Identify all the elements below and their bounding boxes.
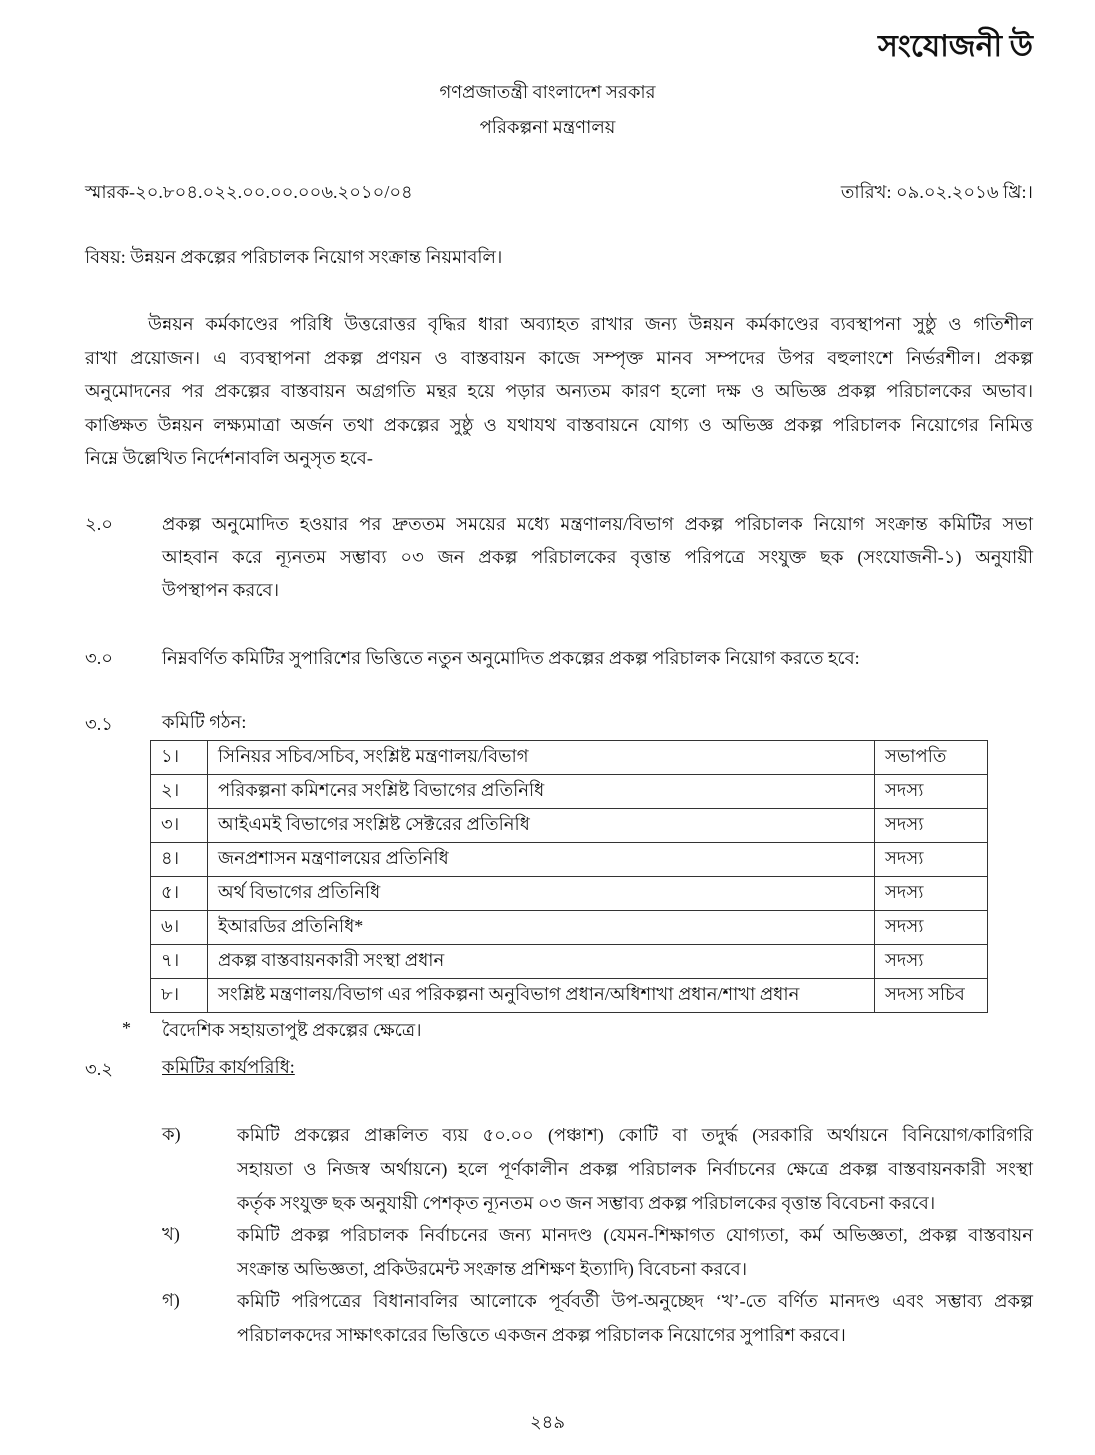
member-name: আইএমই বিভাগের সংশ্লিষ্ট সেক্টরের প্রতিনিধি [208, 809, 875, 843]
intro-paragraph [85, 308, 1033, 476]
member-role: সদস্য [875, 843, 988, 877]
footnote-mark: * [122, 1018, 131, 1038]
section-2-number: ২.০ [85, 514, 113, 534]
item-line: কর্তৃক সংযুক্ত ছক অনুযায়ী পেশকৃত ন্যূনতম ০৩ জন সম্ভাব্য প্রকল্প পরিচালকের বৃত্তান্ত বিবেচনা করবে। [237, 1193, 936, 1213]
member-name: প্রকল্প বাস্তবায়নকারী সংস্থা প্রধান [208, 945, 875, 979]
item-line: কমিটি প্রকল্প পরিচালক নির্বাচনের জন্য মানদণ্ড (যেমন-শিক্ষাগত যোগ্যতা, কর্ম অভিজ্ঞতা, প্রকল্প বাস্তবায়ন [237, 1225, 1033, 1245]
item-line: কমিটি প্রকল্পের প্রাক্কলিত ব্যয় ৫০.০০ (পঞ্চাশ) কোটি বা তদুর্দ্ধ (সরকারি অর্থায়নে বিনিয়োগ/কারিগরি [237, 1125, 1033, 1145]
committee-row [151, 843, 988, 877]
committee-row [151, 809, 988, 843]
committee-row [151, 979, 988, 1013]
member-role: সদস্য [875, 877, 988, 911]
row-number: ৮। [151, 979, 208, 1013]
row-number: ৪। [151, 843, 208, 877]
committee-row [151, 775, 988, 809]
section-3-number: ৩.০ [85, 648, 113, 668]
section-2-line: আহবান করে ন্যূনতম সম্ভাব্য ০৩ জন প্রকল্প পরিচালকের বৃত্তান্ত পরিপত্রে সংযুক্ত ছক (সংযোজনী-১) অনুযায়ী [162, 547, 1033, 567]
subject: বিষয়: উন্নয়ন প্রকল্পের পরিচালক নিয়োগ সংক্রান্ত নিয়মাবলি। [85, 247, 503, 267]
intro-line: কাঙ্ক্ষিত উন্নয়ন লক্ষ্যমাত্রা অর্জন তথা প্রকল্পের সুষ্ঠু ও যথাযথ বাস্তবায়নে যোগ্য ও অভিজ্ঞ প্রকল্প পরিচালক নিয়োগের নিমিত্ত [85, 414, 1033, 435]
memo-date: তারিখ: ০৯.০২.২০১৬ খ্রি:। [840, 182, 1033, 202]
section-3-2-title [162, 1053, 295, 1084]
member-name: ইআরডির প্রতিনিধি* [208, 911, 875, 945]
section-3-1-title: কমিটি গঠন: [162, 712, 247, 732]
section-3-2-number: ৩.২ [85, 1059, 113, 1079]
section-3-1-number: ৩.১ [85, 714, 113, 734]
member-name: সংশ্লিষ্ট মন্ত্রণালয়/বিভাগ এর পরিকল্পনা অনুবিভাগ প্রধান/অধিশাখা প্রধান/শাখা প্রধান [208, 979, 875, 1013]
item-line: পরিচালকদের সাক্ষাৎকারের ভিত্তিতে একজন প্রকল্প পরিচালক নিয়োগের সুপারিশ করবে। [237, 1325, 846, 1345]
member-role: সদস্য [875, 775, 988, 809]
member-role: সভাপতি [875, 741, 988, 775]
intro-line: উন্নয়ন কর্মকাণ্ডের পরিধি উত্তরোত্তর বৃদ্ধির ধারা অব্যাহত রাখার জন্য উন্নয়ন কর্মকাণ্ডের ব্যবস্থাপনা সুষ্ঠু ও গতিশীল [148, 314, 1033, 334]
committee-row [151, 741, 988, 775]
member-role: সদস্য [875, 911, 988, 945]
footnote: বৈদেশিক সহায়তাপুষ্ট প্রকল্পের ক্ষেত্রে। [162, 1020, 422, 1040]
section-3-2-title-text: কমিটির কার্যপরিধি: [162, 1057, 295, 1077]
page-number: ২৪৯ [529, 1412, 566, 1432]
intro-line: রাখা প্রয়োজন। এ ব্যবস্থাপনা প্রকল্প প্রণয়ন ও বাস্তবায়ন কাজে সম্পৃক্ত মানব সম্পদের উপর বহুলাংশে নির্ভরশীল। প্রকল্প [85, 347, 1033, 368]
member-name: সিনিয়র সচিব/সচিব, সংশ্লিষ্ট মন্ত্রণালয়/বিভাগ [208, 741, 875, 775]
section-2-line: উপস্থাপন করবে। [162, 580, 280, 600]
item-label: খ) [162, 1224, 180, 1244]
row-number: ৩। [151, 809, 208, 843]
row-number: ৭। [151, 945, 208, 979]
government-name: গণপ্রজাতন্ত্রী বাংলাদেশ সরকার [439, 82, 656, 102]
item-line: সহায়তা ও নিজস্ব অর্থায়নে) হলে পূর্ণকালীন প্রকল্প পরিচালক নির্বাচনের ক্ষেত্রে প্রকল্প বাস্তবায়নকারী সংস্থা [237, 1159, 1033, 1179]
intro-line: অনুমোদনের পর প্রকল্পের বাস্তবায়ন অগ্রগতি মন্থর হয়ে পড়ার অন্যতম কারণ হলো দক্ষ ও অভিজ্ঞ প্রকল্প পরিচালকের অভাব। [85, 381, 1033, 401]
item-text [237, 1284, 1033, 1352]
row-number: ৫। [151, 877, 208, 911]
item-label: গ) [162, 1290, 180, 1310]
committee-row [151, 945, 988, 979]
section-2-text [162, 508, 1033, 607]
committee-row [151, 911, 988, 945]
intro-line: নিম্নে উল্লেখিত নির্দেশনাবলি অনুসৃত হবে- [85, 448, 373, 468]
member-role: সদস্য সচিব [875, 979, 988, 1013]
committee-table [150, 740, 988, 1013]
member-name: জনপ্রশাসন মন্ত্রণালয়ের প্রতিনিধি [208, 843, 875, 877]
section-3-text: নিম্নবর্ণিত কমিটির সুপারিশের ভিত্তিতে নতুন অনুমোদিত প্রকল্পের প্রকল্প পরিচালক নিয়োগ করতে হবে: [162, 648, 860, 668]
row-number: ১। [151, 741, 208, 775]
item-text [237, 1218, 1033, 1286]
item-line: সংক্রান্ত অভিজ্ঞতা, প্রকিউরমেন্ট সংক্রান্ত প্রশিক্ষণ ইত্যাদি) বিবেচনা করবে। [237, 1259, 748, 1279]
item-label: ক) [162, 1124, 181, 1144]
section-2-line: প্রকল্প অনুমোদিত হওয়ার পর দ্রুততম সময়ের মধ্যে মন্ত্রণালয়/বিভাগ প্রকল্প পরিচালক নিয়োগ সংক্রান্ত কমিটির সভা [162, 514, 1033, 534]
member-role: সদস্য [875, 945, 988, 979]
committee-row [151, 877, 988, 911]
row-number: ৬। [151, 911, 208, 945]
member-name: পরিকল্পনা কমিশনের সংশ্লিষ্ট বিভাগের প্রতিনিধি [208, 775, 875, 809]
item-text [237, 1118, 1033, 1220]
member-name: অর্থ বিভাগের প্রতিনিধি [208, 877, 875, 911]
item-line: কমিটি পরিপত্রের বিধানাবলির আলোকে পূর্ববর্তী উপ-অনুচ্ছেদ ‘খ’-তে বর্ণিত মানদণ্ড এবং সম্ভাব্য প্রকল্প [237, 1291, 1033, 1311]
ministry-name: পরিকল্পনা মন্ত্রণালয় [479, 117, 616, 137]
annex-label: সংযোজনী উ [878, 30, 1033, 63]
member-role: সদস্য [875, 809, 988, 843]
row-number: ২। [151, 775, 208, 809]
memo-reference: স্মারক-২০.৮০৪.০২২.০০.০০.০০৬.২০১০/০৪ [85, 182, 413, 202]
